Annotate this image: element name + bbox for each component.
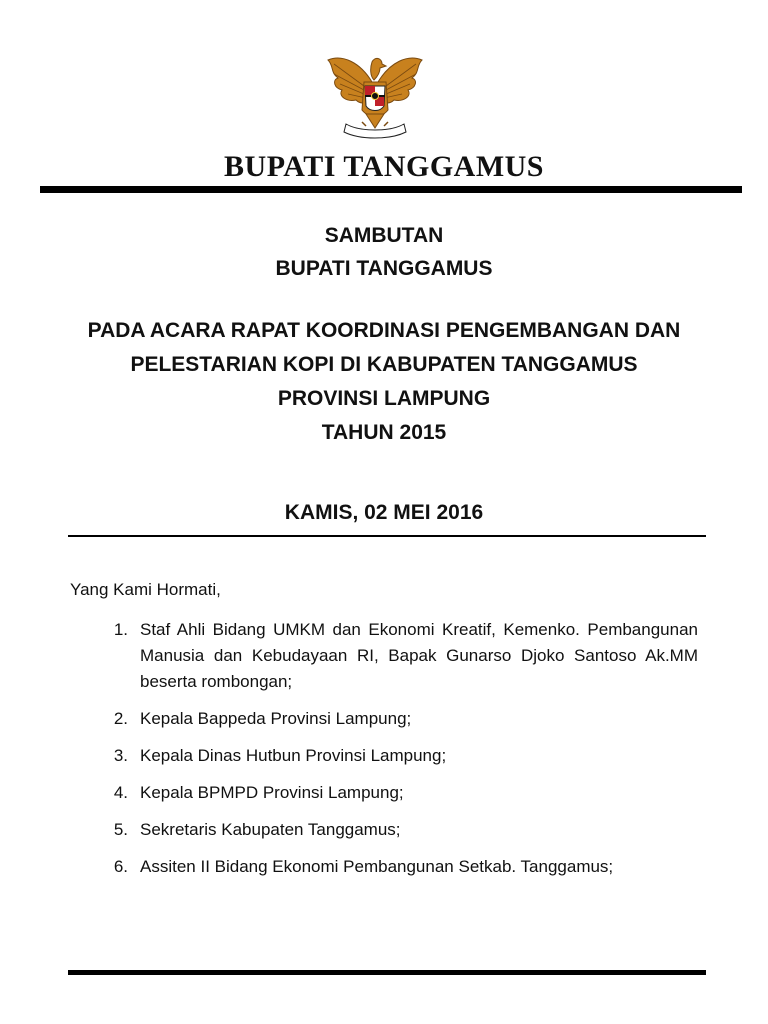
- list-item-text: Sekretaris Kabupaten Tanggamus;: [140, 820, 401, 839]
- speech-title: [0, 219, 768, 285]
- speech-title-line1: SAMBUTAN: [324, 224, 444, 247]
- header-divider: [40, 186, 742, 193]
- garuda-emblem-icon: [320, 52, 430, 142]
- list-item: [68, 854, 698, 880]
- list-item-text: Kepala Bappeda Provinsi Lampung;: [140, 709, 412, 728]
- event-title-line4: TAHUN 2015: [321, 421, 447, 444]
- event-title-line2: PELESTARIAN KOPI DI KABUPATEN TANGGAMUS: [130, 353, 638, 376]
- recipient-list: [68, 617, 698, 891]
- list-item-text: Kepala Dinas Hutbun Provinsi Lampung;: [140, 746, 447, 765]
- event-date: KAMIS, 02 MEI 2016: [284, 501, 484, 524]
- speech-title-line2: BUPATI TANGGAMUS: [275, 257, 493, 280]
- list-item: [68, 780, 698, 806]
- event-title-line3: PROVINSI LAMPUNG: [277, 387, 491, 410]
- list-item-number: 1.: [113, 620, 128, 639]
- list-item-text: Staf Ahli Bidang UMKM dan Ekonomi Kreatif, Kemenko. Pembangunan Manusia dan Kebudayaan RI, Bapak Gunarso Djoko Santoso Ak.MM beserta rombongan;: [140, 620, 698, 691]
- footer-divider: [68, 970, 706, 975]
- list-item-number: 2.: [113, 709, 128, 728]
- salutation: Yang Kami Hormati,: [70, 580, 221, 599]
- list-item: [68, 817, 698, 843]
- list-item-number: 3.: [113, 746, 128, 765]
- list-item-number: 5.: [113, 820, 128, 839]
- event-title: [0, 314, 768, 450]
- event-title-line1: PADA ACARA RAPAT KOORDINASI PENGEMBANGAN DAN: [87, 319, 681, 342]
- list-item-text: Kepala BPMPD Provinsi Lampung;: [140, 783, 404, 802]
- list-item: [68, 743, 698, 769]
- org-title: BUPATI TANGGAMUS: [224, 150, 544, 183]
- list-item-text: Assiten II Bidang Ekonomi Pembangunan Setkab. Tanggamus;: [140, 857, 614, 876]
- list-item-number: 4.: [113, 783, 128, 802]
- list-item-number: 6.: [113, 857, 128, 876]
- list-item: [68, 617, 698, 695]
- list-item: [68, 706, 698, 732]
- date-divider: [68, 535, 706, 537]
